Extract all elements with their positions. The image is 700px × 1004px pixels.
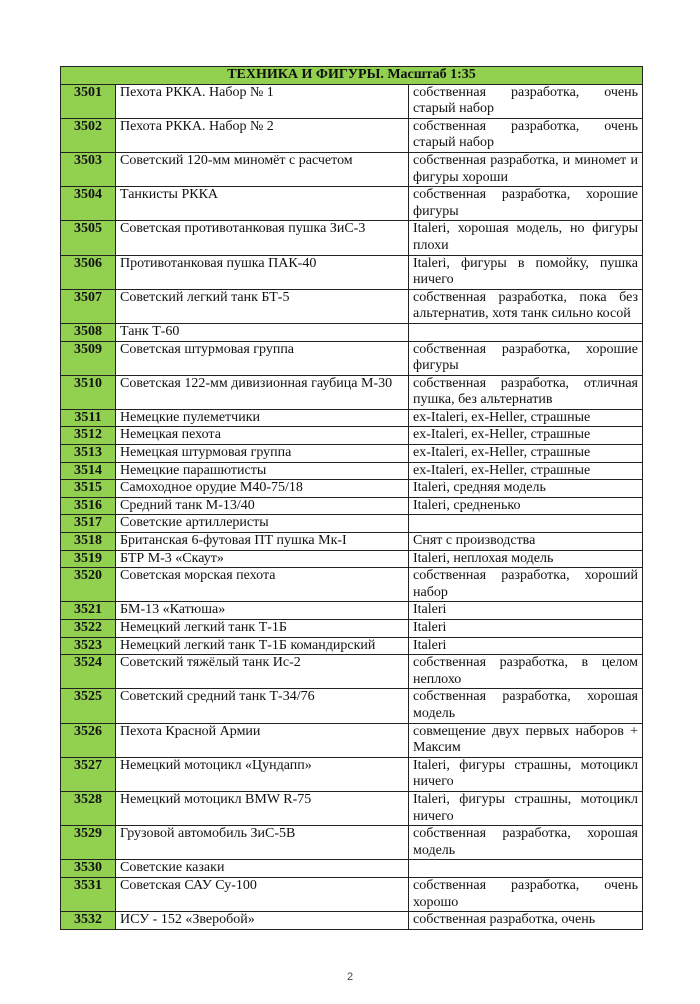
item-name: Советская морская пехота [116,568,409,602]
item-note: Italeri, фигуры страшны, мотоцикл ничего [409,791,643,825]
section-title: ТЕХНИКА И ФИГУРЫ. Масштаб 1:35 [61,67,643,85]
item-code: 3504 [61,187,116,221]
item-note: Italeri [409,620,643,638]
table-row [61,497,643,515]
item-name: Немецкие пулеметчики [116,409,409,427]
item-code: 3506 [61,255,116,289]
item-name: БМ-13 «Катюша» [116,602,409,620]
item-note: собственная разработка, хороший набор [409,568,643,602]
item-note: Italeri, средняя модель [409,480,643,498]
item-code: 3524 [61,655,116,689]
item-name: БТР М-3 «Скаут» [116,550,409,568]
table-row [61,255,643,289]
item-code: 3527 [61,757,116,791]
item-code: 3530 [61,860,116,878]
table-row [61,912,643,930]
item-note: Italeri, хорошая модель, но фигуры плохи [409,221,643,255]
table-row [61,289,643,323]
table-row [61,462,643,480]
item-code: 3502 [61,118,116,152]
item-note: собственная разработка, в целом неплохо [409,655,643,689]
item-code: 3531 [61,877,116,911]
table-row [61,341,643,375]
item-code: 3503 [61,152,116,186]
item-code: 3526 [61,723,116,757]
item-name: Советская 122-мм дивизионная гаубица М-30 [116,375,409,409]
item-name: Пехота Красной Армии [116,723,409,757]
item-note: собственная разработка, очень [409,912,643,930]
table-row [61,221,643,255]
item-code: 3519 [61,550,116,568]
item-name: Советский 120-мм миномёт с расчетом [116,152,409,186]
item-name: Грузовой автомобиль ЗиС-5В [116,826,409,860]
item-name: Советский тяжёлый танк Ис-2 [116,655,409,689]
table-row [61,84,643,118]
item-code: 3516 [61,497,116,515]
item-note [409,860,643,878]
item-code: 3517 [61,515,116,533]
item-name: Советские артиллеристы [116,515,409,533]
item-name: Советские казаки [116,860,409,878]
item-code: 3522 [61,620,116,638]
item-name: Танк Т-60 [116,323,409,341]
item-code: 3523 [61,637,116,655]
item-note: Снят с производства [409,533,643,551]
table-row [61,860,643,878]
table-row [61,877,643,911]
catalog-table [60,66,643,930]
item-note: Italeri [409,637,643,655]
item-note: собственная разработка, хорошие фигуры [409,187,643,221]
table-row [61,637,643,655]
table-row [61,152,643,186]
item-code: 3525 [61,689,116,723]
item-note: ex-Italeri, ex-Heller, страшные [409,445,643,463]
item-note: совмещение двух первых наборов + Максим [409,723,643,757]
item-code: 3509 [61,341,116,375]
table-row [61,620,643,638]
item-note: собственная разработка, и миномет и фигуры хороши [409,152,643,186]
item-note: ex-Italeri, ex-Heller, страшные [409,427,643,445]
item-name: Советская САУ Су-100 [116,877,409,911]
item-note: Italeri, средненько [409,497,643,515]
item-code: 3518 [61,533,116,551]
item-code: 3507 [61,289,116,323]
table-row [61,409,643,427]
item-code: 3511 [61,409,116,427]
item-name: Танкисты РККА [116,187,409,221]
page-number: 2 [346,970,354,983]
table-row [61,723,643,757]
section-header-row [61,67,643,85]
item-name: Немецкий мотоцикл BMW R-75 [116,791,409,825]
item-note: собственная разработка, пока без альтернатив, хотя танк сильно косой [409,289,643,323]
item-name: Противотанковая пушка ПАК-40 [116,255,409,289]
item-name: Немецкий легкий танк Т-1Б командирский [116,637,409,655]
item-name: Немецкая штурмовая группа [116,445,409,463]
item-name: Немецкий легкий танк Т-1Б [116,620,409,638]
item-name: ИСУ - 152 «Зверобой» [116,912,409,930]
item-note [409,323,643,341]
item-note: ex-Italeri, ex-Heller, страшные [409,409,643,427]
table-row [61,826,643,860]
table-row [61,187,643,221]
item-note: ex-Italeri, ex-Heller, страшные [409,462,643,480]
item-code: 3532 [61,912,116,930]
item-code: 3501 [61,84,116,118]
item-note: Italeri, фигуры страшны, мотоцикл ничего [409,757,643,791]
table-row [61,602,643,620]
item-name: Средний танк М-13/40 [116,497,409,515]
item-name: Британская 6-футовая ПТ пушка Мк-I [116,533,409,551]
item-code: 3514 [61,462,116,480]
item-note: Italeri, фигуры в помойку, пушка ничего [409,255,643,289]
item-note: собственная разработка, очень старый набор [409,84,643,118]
item-code: 3529 [61,826,116,860]
item-name: Советский средний танк Т-34/76 [116,689,409,723]
table-row [61,118,643,152]
item-note: Italeri [409,602,643,620]
item-note: Italeri, неплохая модель [409,550,643,568]
table-row [61,568,643,602]
item-name: Советская противотанковая пушка ЗиС-3 [116,221,409,255]
item-note [409,515,643,533]
item-code: 3520 [61,568,116,602]
table-row [61,791,643,825]
item-code: 3521 [61,602,116,620]
table-row [61,689,643,723]
table-row [61,757,643,791]
item-code: 3512 [61,427,116,445]
item-code: 3510 [61,375,116,409]
item-note: собственная разработка, отличная пушка, без альтернатив [409,375,643,409]
item-code: 3513 [61,445,116,463]
item-note: собственная разработка, хорошие фигуры [409,341,643,375]
item-code: 3508 [61,323,116,341]
item-name: Самоходное орудие М40-75/18 [116,480,409,498]
item-note: собственная разработка, хорошая модель [409,826,643,860]
item-name: Советский легкий танк БТ-5 [116,289,409,323]
item-code: 3528 [61,791,116,825]
item-name: Немецкая пехота [116,427,409,445]
item-note: собственная разработка, очень хорошо [409,877,643,911]
table-row [61,427,643,445]
item-name: Немецкие парашютисты [116,462,409,480]
table-row [61,323,643,341]
item-name: Советская штурмовая группа [116,341,409,375]
item-note: собственная разработка, очень старый набор [409,118,643,152]
table-row [61,550,643,568]
item-code: 3505 [61,221,116,255]
item-name: Немецкий мотоцикл «Цундапп» [116,757,409,791]
table-row [61,445,643,463]
table-row [61,480,643,498]
item-note: собственная разработка, хорошая модель [409,689,643,723]
item-name: Пехота РККА. Набор № 2 [116,118,409,152]
table-row [61,375,643,409]
item-name: Пехота РККА. Набор № 1 [116,84,409,118]
table-row [61,515,643,533]
table-row [61,655,643,689]
table-row [61,533,643,551]
item-code: 3515 [61,480,116,498]
